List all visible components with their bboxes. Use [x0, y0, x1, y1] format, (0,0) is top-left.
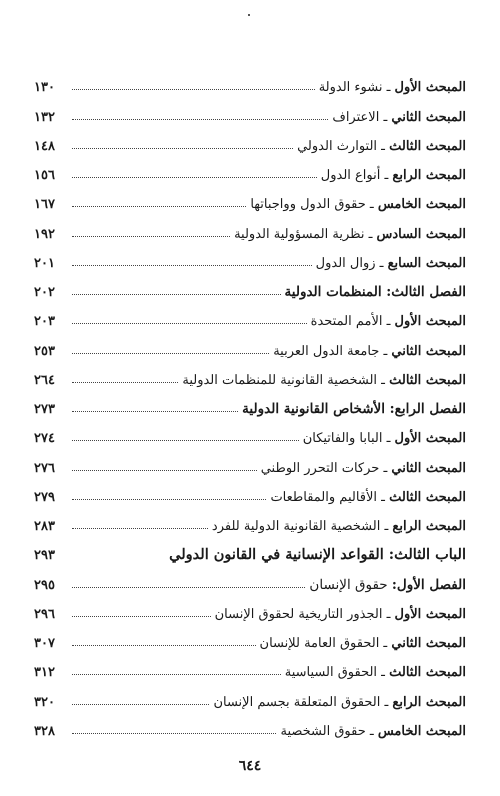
toc-page-number: ٢٠٣	[34, 314, 55, 330]
toc-section-entry[interactable]	[34, 680, 466, 709]
toc-entry-label: المبحث السادس	[376, 226, 466, 242]
toc-page-number: ٢٨٣	[34, 519, 55, 534]
toc-entry-title	[321, 168, 466, 183]
toc-entry-text: ـ أنواع الدول	[320, 168, 393, 183]
toc-entry-label: المبحث الثاني	[391, 636, 466, 651]
toc-section-entry[interactable]	[34, 329, 466, 358]
toc-page-number: ٣٠٧	[34, 636, 55, 651]
toc-entry-label: المبحث الأول	[394, 431, 466, 447]
toc-entry-text: ـ الجذور التاريخية لحقوق الإنسان	[214, 606, 395, 622]
toc-entry-title	[234, 227, 466, 242]
toc-section-entry[interactable]	[34, 622, 466, 651]
dot-leader	[72, 294, 281, 295]
toc-section-entry[interactable]	[34, 154, 466, 183]
toc-page-number: ١٦٧	[34, 197, 55, 213]
toc-page-number: ٢٧٤	[34, 431, 55, 447]
toc-entry-label: الفصل الأول:	[391, 576, 466, 593]
toc-entry-text: ـ الأقاليم والمقاطعات	[270, 489, 390, 505]
toc-entry-title	[215, 607, 466, 622]
table-of-contents	[34, 66, 466, 739]
dot-leader	[72, 674, 281, 675]
toc-entry-title	[250, 197, 466, 212]
toc-entry-label: المبحث الثالث	[389, 372, 466, 388]
toc-entry-text: ـ نظرية المسؤولية الدولية	[234, 226, 377, 242]
toc-entry-label: المبحث الخامس	[377, 723, 466, 739]
toc-page-number: ١٩٢	[34, 226, 55, 242]
dot-leader	[72, 587, 305, 588]
toc-entry-text: ـ حركات التحرر الوطني	[260, 460, 392, 476]
toc-entry-title	[319, 80, 466, 95]
toc-part-entry[interactable]	[34, 534, 466, 563]
toc-page-number: ٢٠٢	[34, 285, 55, 300]
toc-page-number: ٢٥٣	[34, 343, 55, 359]
toc-section-entry[interactable]	[34, 593, 466, 622]
toc-entry-title	[169, 546, 466, 563]
dot-leader	[72, 411, 238, 412]
toc-entry-title	[273, 344, 466, 359]
toc-entry-title	[311, 314, 466, 329]
toc-entry-title	[270, 490, 466, 505]
dot-leader	[72, 353, 269, 354]
toc-page-number: ٣٢٨	[34, 723, 55, 739]
toc-entry-label: المبحث السابع	[387, 255, 466, 271]
toc-section-entry[interactable]	[34, 242, 466, 271]
toc-entry-title	[212, 519, 466, 534]
toc-section-entry[interactable]	[34, 710, 466, 739]
toc-entry-label: المبحث الثاني	[391, 109, 466, 125]
dot-leader	[72, 470, 257, 471]
toc-entry-text: ـ الأمم المتحدة	[310, 314, 395, 330]
toc-section-entry[interactable]	[34, 359, 466, 388]
toc-entry-text: ـ حقوق الدول وواجباتها	[250, 197, 378, 213]
toc-page-number: ٢٩٣	[34, 548, 55, 564]
toc-entry-label: المبحث الثاني	[391, 460, 466, 476]
toc-entry-title	[285, 284, 466, 300]
toc-entry-text: ـ الحقوق العامة للإنسان	[259, 636, 392, 651]
toc-page-number: ١٣٠	[34, 80, 55, 96]
dot-leader	[72, 733, 276, 734]
toc-section-entry[interactable]	[34, 446, 466, 475]
toc-section-entry[interactable]	[34, 476, 466, 505]
dot-leader	[72, 177, 317, 178]
toc-entry-label: المبحث الأول	[394, 314, 466, 330]
toc-entry-text: ـ الحقوق المتعلقة بجسم الإنسان	[213, 694, 393, 710]
toc-section-entry[interactable]	[34, 183, 466, 212]
toc-entry-title	[285, 665, 466, 680]
toc-entry-title	[260, 636, 466, 651]
dot-leader	[72, 119, 328, 120]
toc-section-entry[interactable]	[34, 95, 466, 124]
toc-page-number: ١٤٨	[34, 138, 55, 154]
dot-leader	[72, 206, 246, 207]
toc-section-entry[interactable]	[34, 125, 466, 154]
toc-page-number: ٢٩٦	[34, 606, 55, 622]
toc-entry-title	[213, 695, 466, 710]
toc-entry-label: المبحث الثاني	[391, 343, 466, 359]
toc-page-number: ٢٧٣	[34, 402, 55, 417]
toc-entry-title	[280, 724, 466, 739]
toc-chapter-entry[interactable]	[34, 563, 466, 592]
dot-leader	[72, 382, 178, 383]
toc-section-entry[interactable]	[34, 66, 466, 95]
toc-chapter-entry[interactable]	[34, 271, 466, 300]
toc-entry-text: ـ الشخصية القانونية للمنظمات الدولية	[182, 372, 390, 388]
toc-entry-title	[303, 431, 466, 446]
toc-entry-label: المبحث الثالث	[389, 665, 466, 681]
toc-page-number: ٢٧٦	[34, 460, 55, 476]
toc-entry-text: ـ جامعة الدول العربية	[273, 343, 392, 359]
toc-section-entry[interactable]	[34, 505, 466, 534]
toc-page-number: ٢٩٥	[34, 577, 55, 593]
toc-page-number: ٣٢٠	[34, 694, 55, 710]
dot-leader	[72, 148, 293, 149]
toc-entry-text: ـ التوارث الدولي	[297, 138, 390, 154]
toc-entry-label: المبحث الأول	[394, 80, 466, 96]
toc-page-number: ٣١٢	[34, 665, 55, 681]
toc-page-number: ١٥٦	[34, 168, 55, 183]
toc-entry-label: المبحث الرابع	[392, 519, 466, 534]
page-mark	[248, 14, 250, 16]
toc-entry-label: المبحث الخامس	[377, 197, 466, 213]
dot-leader	[72, 704, 209, 705]
toc-entry-title	[297, 139, 466, 154]
dot-leader	[72, 236, 230, 237]
dot-leader	[72, 89, 315, 90]
toc-entry-title	[261, 461, 466, 476]
dot-leader	[72, 645, 256, 646]
toc-entry-title	[309, 577, 466, 593]
toc-entry-label: المبحث الرابع	[392, 694, 466, 710]
dot-leader	[72, 528, 208, 529]
toc-page-number: ٢٦٤	[34, 372, 55, 388]
toc-chapter-entry[interactable]	[34, 388, 466, 417]
toc-page-number: ٢٧٩	[34, 489, 55, 505]
toc-entry-label: المبحث الثالث	[389, 138, 466, 154]
toc-page-number: ١٣٢	[34, 109, 55, 125]
toc-entry-text: ـ الحقوق السياسية	[284, 665, 390, 681]
toc-entry-text: ـ حقوق الشخصية	[280, 723, 378, 739]
dot-leader	[72, 616, 211, 617]
toc-section-entry[interactable]	[34, 300, 466, 329]
toc-entry-title	[182, 373, 466, 388]
dot-leader	[72, 440, 299, 441]
toc-entry-label: الباب الثالث: القواعد الإنسانية في القانون الدولي	[169, 546, 466, 564]
dot-leader	[72, 499, 266, 500]
toc-section-entry[interactable]	[34, 212, 466, 241]
toc-entry-label: المبحث الرابع	[392, 168, 466, 183]
toc-entry-text: ـ البابا والفاتيكان	[302, 431, 395, 447]
toc-entry-text: ـ الشخصية القانونية الدولية للفرد	[211, 519, 393, 534]
toc-entry-label: الفصل الثالث: المنظمات الدولية	[284, 284, 466, 300]
page-number: ٦٤٤	[238, 758, 262, 774]
dot-leader	[72, 265, 312, 266]
toc-entry-text: حقوق الإنسان	[309, 576, 392, 593]
toc-entry-label: المبحث الثالث	[389, 489, 466, 505]
toc-entry-text: ـ نشوء الدولة	[318, 80, 395, 96]
toc-entry-title	[242, 401, 466, 417]
toc-entry-label: الفصل الرابع: الأشخاص القانونية الدولية	[242, 401, 466, 417]
dot-leader	[72, 323, 307, 324]
toc-section-entry[interactable]	[34, 417, 466, 446]
toc-entry-text: ـ الاعتراف	[332, 109, 392, 125]
toc-entry-title	[316, 256, 466, 271]
toc-entry-title	[332, 110, 466, 125]
toc-section-entry[interactable]	[34, 651, 466, 680]
toc-page-number: ٢٠١	[34, 255, 55, 271]
toc-entry-label: المبحث الأول	[394, 606, 466, 622]
toc-entry-text: ـ زوال الدول	[315, 255, 388, 271]
